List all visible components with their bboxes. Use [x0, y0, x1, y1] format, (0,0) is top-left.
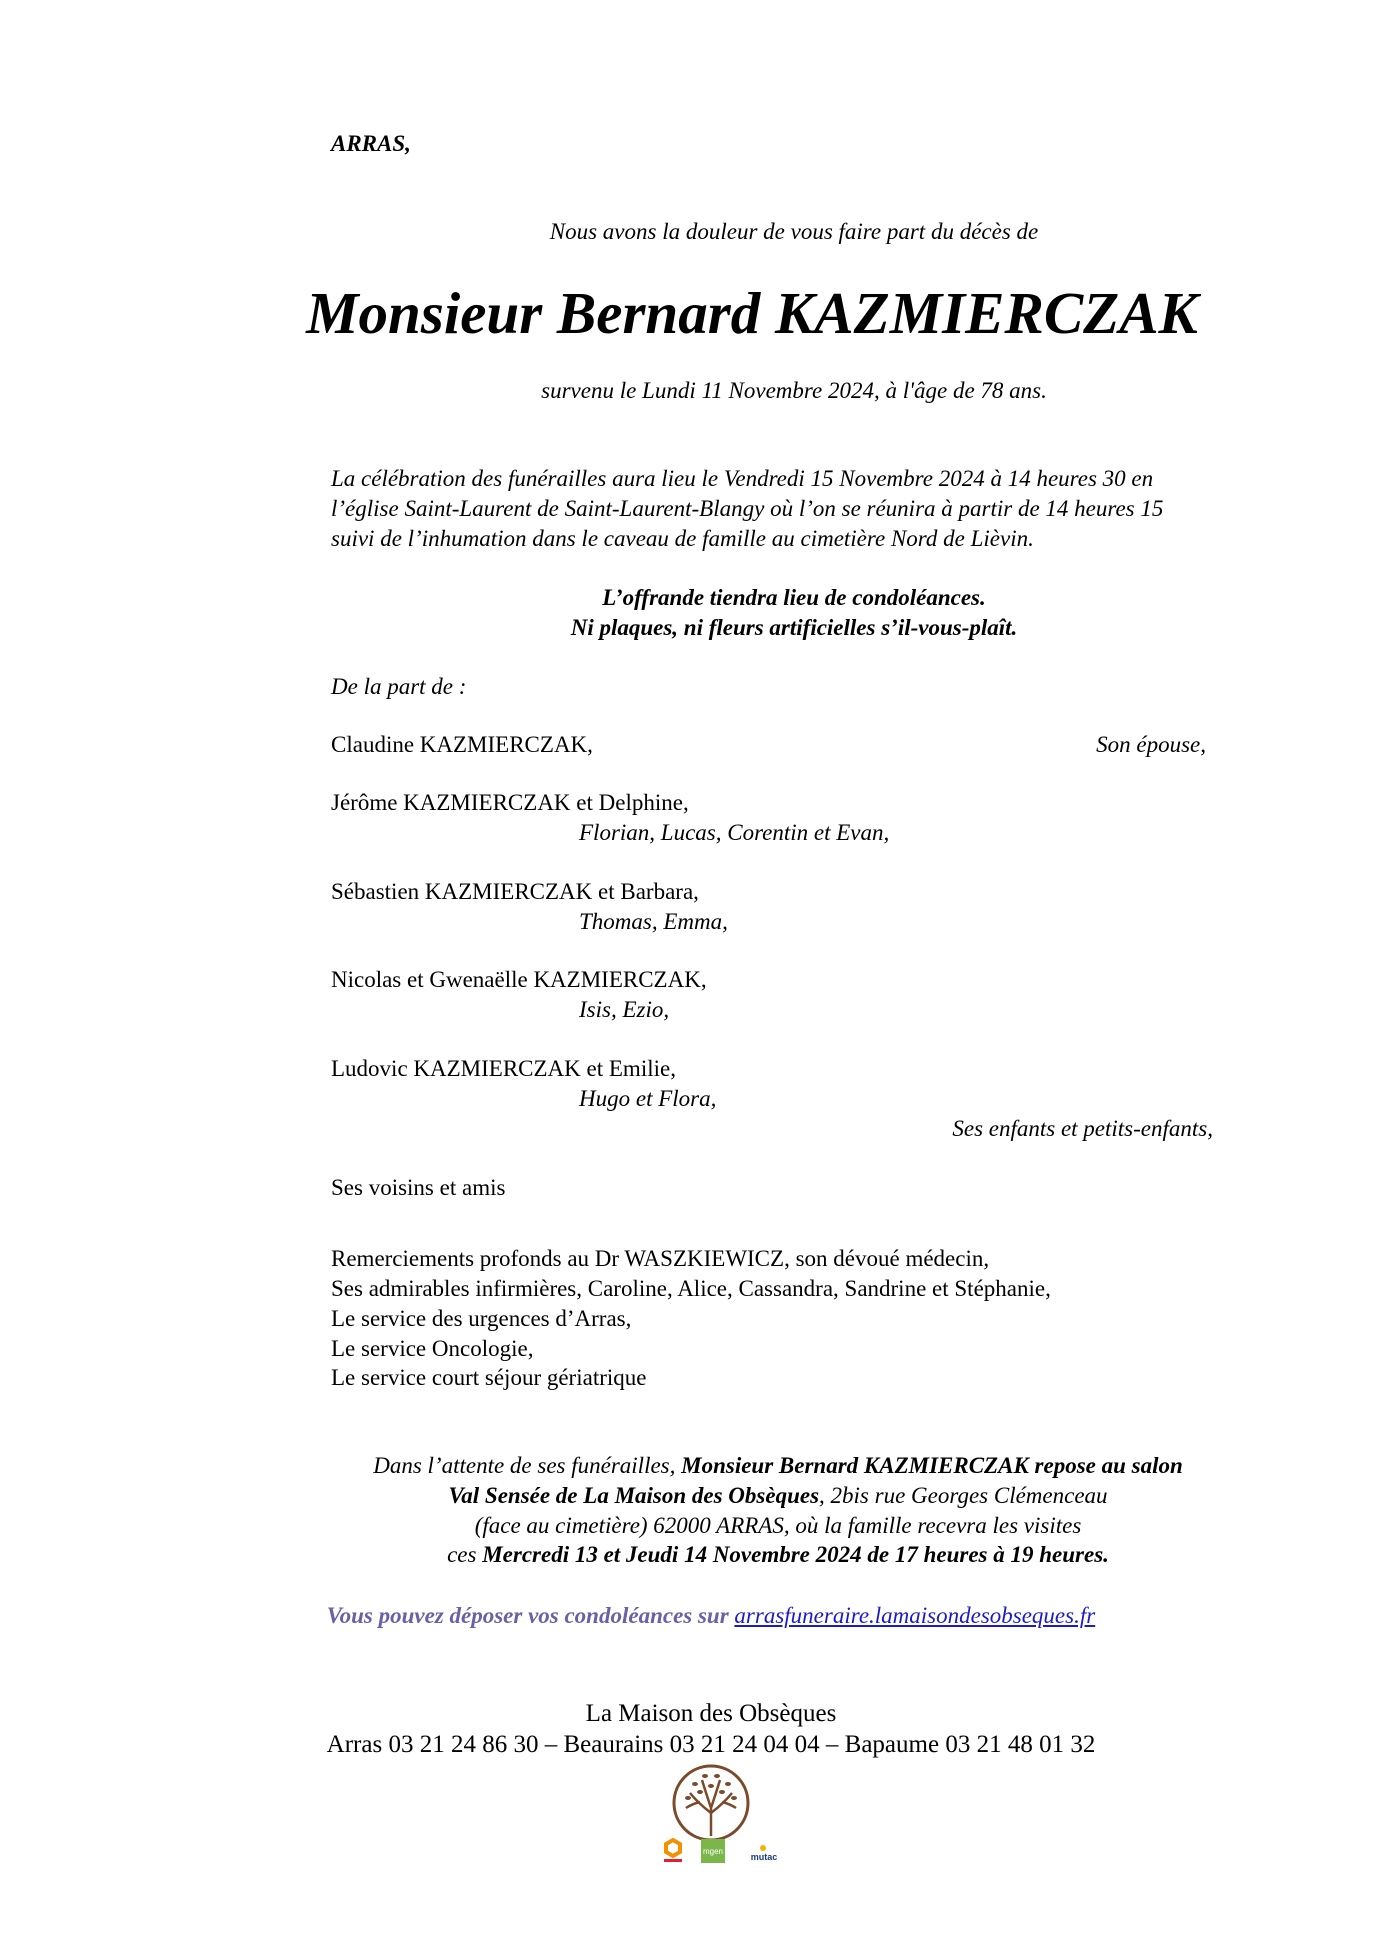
notice-line: Ni plaques, ni fleurs artificielles s’il-vous-plaît.: [570, 615, 1018, 640]
condolences-link[interactable]: arrasfuneraire.lamaisondesobseques.fr: [734, 1603, 1096, 1628]
neighbors: Ses voisins et amis: [331, 1175, 506, 1200]
death-info: survenu le Lundi 11 Novembre 2024, à l'âge de 78 ans.: [541, 378, 1047, 403]
ceremony-line: La célébration des funérailles aura lieu le Vendredi 15 Novembre 2024 à 14 heures 30 en: [331, 466, 1154, 491]
svg-text:mutac: mutac: [750, 1852, 778, 1862]
mutac-logo: [751, 1845, 778, 1862]
ceremony-line: l’église Saint-Laurent de Saint-Laurent-Blangy où l’on se réunira à partir de 14 heures 15: [331, 496, 1164, 521]
from-label: De la part de :: [331, 674, 467, 699]
child-name: Jérôme KAZMIERCZAK et Delphine,: [331, 790, 689, 815]
city: ARRAS,: [331, 131, 411, 156]
spouse-name: Claudine KAZMIERCZAK,: [331, 732, 593, 757]
rest-text-bold: Mercredi 13 et Jeudi 14 Novembre 2024 de 17 heures à 19 heures.: [482, 1542, 1109, 1567]
thanks-line: Remerciements profonds au Dr WASZKIEWICZ, son dévoué médecin,: [331, 1246, 990, 1271]
intro: Nous avons la douleur de vous faire part du décès de: [549, 219, 1039, 244]
notice-line: L’offrande tiendra lieu de condoléances.: [602, 585, 986, 610]
grandchildren: Florian, Lucas, Corentin et Evan,: [579, 820, 890, 845]
child-name: Ludovic KAZMIERCZAK et Emilie,: [331, 1056, 676, 1081]
rest-line: [448, 1481, 1107, 1511]
rest-text-bold: Val Sensée de La Maison des Obsèques: [448, 1483, 820, 1508]
thanks-line: Le service des urgences d’Arras,: [331, 1306, 632, 1331]
mgen-logo: [701, 1839, 725, 1863]
footer-company: La Maison des Obsèques: [585, 1700, 837, 1727]
rest-line: [373, 1451, 1183, 1481]
grandchildren: Isis, Ezio,: [579, 997, 670, 1022]
grandchildren: Hugo et Flora,: [579, 1086, 717, 1111]
condolences-line: [327, 1601, 1095, 1631]
deceased-name: Monsieur Bernard KAZMIERCZAK: [306, 280, 1198, 346]
condolences-text: Vous pouvez déposer vos condoléances sur: [326, 1603, 735, 1628]
rest-text-bold: Monsieur Bernard KAZMIERCZAK repose au salon: [681, 1453, 1183, 1478]
tree-logo: [674, 1766, 748, 1840]
thanks-line: Ses admirables infirmières, Caroline, Alice, Cassandra, Sandrine et Stéphanie,: [331, 1276, 1051, 1301]
footer-phones: Arras 03 21 24 86 30 – Beaurains 03 21 24 04 04 – Bapaume 03 21 48 01 32: [326, 1731, 1096, 1758]
ceremony-line: suivi de l’inhumation dans le caveau de famille au cimetière Nord de Lièvin.: [331, 526, 1034, 551]
grandchildren: Thomas, Emma,: [579, 909, 728, 934]
rest-line: (face au cimetière) 62000 ARRAS, où la famille recevra les visites: [474, 1513, 1082, 1538]
rest-text: Dans l’attente de ses funérailles,: [373, 1453, 682, 1478]
rest-text: ces: [447, 1542, 483, 1567]
rest-line: [447, 1540, 1109, 1570]
spouse-relation: Son épouse,: [1096, 732, 1206, 757]
harmonie-mutuelle-logo: [664, 1840, 682, 1862]
thanks-line: Le service Oncologie,: [331, 1336, 534, 1361]
children-relation: Ses enfants et petits-enfants,: [952, 1116, 1213, 1141]
child-name: Nicolas et Gwenaëlle KAZMIERCZAK,: [331, 967, 707, 992]
child-name: Sébastien KAZMIERCZAK et Barbara,: [331, 879, 699, 904]
logos: [640, 1758, 782, 1878]
rest-text: , 2bis rue Georges Clémenceau: [819, 1483, 1108, 1508]
thanks-line: Le service court séjour gériatrique: [331, 1365, 647, 1390]
svg-text:mgen: mgen: [702, 1847, 724, 1856]
